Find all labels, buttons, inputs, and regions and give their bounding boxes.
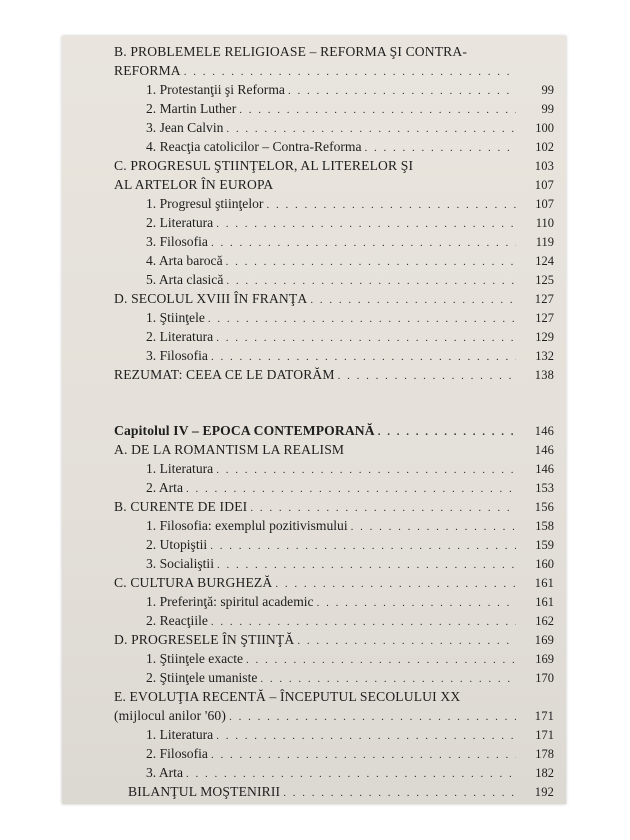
- leader-dots: [211, 237, 516, 249]
- toc-entry: 3. Filosofia . . . 132: [114, 348, 554, 367]
- toc-entry: 1. Protestanţii şi Reforma . . . 99: [114, 82, 554, 101]
- toc-entry: 2. Filosofia . . . 178: [114, 746, 554, 765]
- section-title: C. CULTURA BURGHEZĂ: [114, 575, 273, 590]
- toc-entry: 3. Socialiştii . . . 160: [114, 556, 554, 575]
- page-number: 156: [534, 500, 554, 514]
- toc-heading-line: [114, 158, 554, 177]
- leader-dots: [310, 294, 516, 306]
- page-number: 161: [535, 595, 554, 609]
- leader-dots: [211, 616, 516, 628]
- page-number: 99: [541, 83, 554, 97]
- page-number: 192: [534, 785, 554, 799]
- toc-heading-line: [114, 575, 554, 594]
- page-number: 182: [535, 766, 554, 780]
- page-number: 129: [535, 330, 554, 344]
- toc-heading-line: [114, 708, 554, 727]
- leader-dots: [239, 104, 516, 116]
- page-number: 171: [535, 728, 554, 742]
- leader-dots: [250, 502, 516, 514]
- section-title: B. PROBLEMELE RELIGIOASE – REFORMA ŞI CONTRA-: [114, 44, 468, 59]
- page-number: 127: [535, 311, 554, 325]
- leader-dots: [283, 787, 516, 799]
- page-number: 146: [534, 443, 554, 457]
- page-number: 178: [535, 747, 554, 761]
- toc-entry: 1. Progresul ştiinţelor . . . 107: [114, 196, 554, 215]
- page-number: 102: [535, 140, 554, 154]
- toc-entry: 1. Literatura . . . 171: [114, 727, 554, 746]
- toc-entry: 2. Ştiinţele umaniste . . . 170: [114, 670, 554, 689]
- toc-entry: 1. Filosofia: exemplul pozitivismului . . . 158: [114, 518, 554, 537]
- leader-dots: [226, 123, 516, 135]
- section-title-continued: (mijlocul anilor '60): [114, 708, 227, 723]
- leader-dots: [184, 66, 516, 78]
- page-number: 124: [535, 254, 554, 268]
- leader-dots: [351, 521, 516, 533]
- section-title: A. DE LA ROMANTISM LA REALISM: [114, 442, 345, 457]
- toc-entry: 3. Jean Calvin . . . 100: [114, 120, 554, 139]
- page-number: 171: [534, 709, 554, 723]
- leader-dots: [208, 313, 516, 325]
- summary-title: REZUMAT: CEEA CE LE DATORĂM: [114, 367, 335, 382]
- leader-dots: [246, 654, 516, 666]
- toc-entry: 2. Literatura . . . 129: [114, 329, 554, 348]
- toc-entry: 2. Martin Luther . . . 99: [114, 101, 554, 120]
- page-number: 100: [535, 121, 554, 135]
- leader-dots: [216, 332, 516, 344]
- leader-dots: [378, 426, 516, 438]
- toc-heading-line: [114, 63, 554, 82]
- leader-dots: [260, 673, 516, 685]
- toc-entry: 3. Arta . . . 182: [114, 765, 554, 784]
- toc-chapter-line: [114, 423, 554, 442]
- leader-dots: [211, 351, 516, 363]
- leader-dots: [216, 730, 516, 742]
- toc-heading-line: [114, 177, 554, 196]
- page-number: 161: [534, 576, 554, 590]
- toc-entry: 2. Literatura . . . 110: [114, 215, 554, 234]
- toc-heading-line: [114, 442, 554, 461]
- page-number: 110: [535, 216, 554, 230]
- section-title-continued: REFORMA: [114, 63, 181, 78]
- book-page: [62, 36, 566, 804]
- toc-heading-line: [114, 499, 554, 518]
- leader-dots: [317, 597, 516, 609]
- section-title: D. SECOLUL XVIII ÎN FRANŢA: [114, 291, 308, 306]
- leader-dots: [216, 464, 516, 476]
- leader-dots: [338, 370, 516, 382]
- page-number: 153: [535, 481, 554, 495]
- page-number: 169: [534, 633, 554, 647]
- page-number: 103: [534, 159, 554, 173]
- toc-entry: 1. Ştiinţele exacte . . . 169: [114, 651, 554, 670]
- page-number: 99: [541, 102, 554, 116]
- leader-dots: [226, 256, 516, 268]
- chapter-title: Capitolul IV – EPOCA CONTEMPORANĂ: [114, 423, 375, 438]
- section-title: E. EVOLUŢIA RECENTĂ – ÎNCEPUTUL SECOLULUI XX: [114, 689, 461, 704]
- toc-heading-line: [114, 367, 554, 386]
- toc-entry: 3. Filosofia . . . 119: [114, 234, 554, 253]
- toc-entry: 2. Utopiştii . . . 159: [114, 537, 554, 556]
- leader-dots: [226, 275, 516, 287]
- page-number: 158: [535, 519, 554, 533]
- page-number: 125: [535, 273, 554, 287]
- legacy-balance-title: BILANŢUL MOŞTENIRII: [128, 784, 281, 799]
- toc-entry: 4. Arta barocă . . . 124: [114, 253, 554, 272]
- leader-dots: [211, 749, 516, 761]
- page-number: 159: [535, 538, 554, 552]
- toc-entry: 4. Reacţia catolicilor – Contra-Reforma . . . 102: [114, 139, 554, 158]
- page-number: 146: [535, 462, 554, 476]
- table-of-contents: [114, 44, 554, 803]
- page-number: 132: [535, 349, 554, 363]
- toc-entry: 1. Literatura . . . 146: [114, 461, 554, 480]
- page-number: 119: [535, 235, 554, 249]
- page-number: 170: [535, 671, 554, 685]
- page-number: 138: [534, 368, 554, 382]
- page-number: 127: [534, 292, 554, 306]
- leader-dots: [186, 768, 516, 780]
- leader-dots: [229, 711, 516, 723]
- toc-entry: 1. Ştiinţele . . . 127: [114, 310, 554, 329]
- toc-heading-line: [114, 784, 554, 803]
- page-number: 160: [535, 557, 554, 571]
- page-number: 107: [534, 178, 554, 192]
- toc-heading-line: [114, 291, 554, 310]
- section-title-continued: AL ARTELOR ÎN EUROPA: [114, 177, 274, 192]
- page-number: 107: [535, 197, 554, 211]
- leader-dots: [210, 540, 516, 552]
- toc-entry: 5. Arta clasică . . . 125: [114, 272, 554, 291]
- page-number: 169: [535, 652, 554, 666]
- leader-dots: [275, 578, 516, 590]
- toc-entry: 2. Reacţiile . . . 162: [114, 613, 554, 632]
- section-title: B. CURENTE DE IDEI: [114, 499, 248, 514]
- page-number: 162: [535, 614, 554, 628]
- section-title: D. PROGRESELE ÎN ŞTIINŢĂ: [114, 632, 295, 647]
- toc-entry: 1. Preferinţă: spiritul academic . . . 161: [114, 594, 554, 613]
- leader-dots: [365, 142, 516, 154]
- toc-heading-line: [114, 689, 554, 708]
- page-number: 146: [534, 424, 554, 438]
- leader-dots: [186, 483, 516, 495]
- leader-dots: [266, 199, 516, 211]
- toc-entry: 2. Arta . . . 153: [114, 480, 554, 499]
- toc-heading-line: [114, 44, 554, 63]
- leader-dots: [288, 85, 516, 97]
- leader-dots: [297, 635, 516, 647]
- leader-dots: [216, 218, 516, 230]
- toc-heading-line: [114, 632, 554, 651]
- section-title: C. PROGRESUL ŞTIINŢELOR, AL LITERELOR ŞI: [114, 158, 414, 173]
- leader-dots: [217, 559, 516, 571]
